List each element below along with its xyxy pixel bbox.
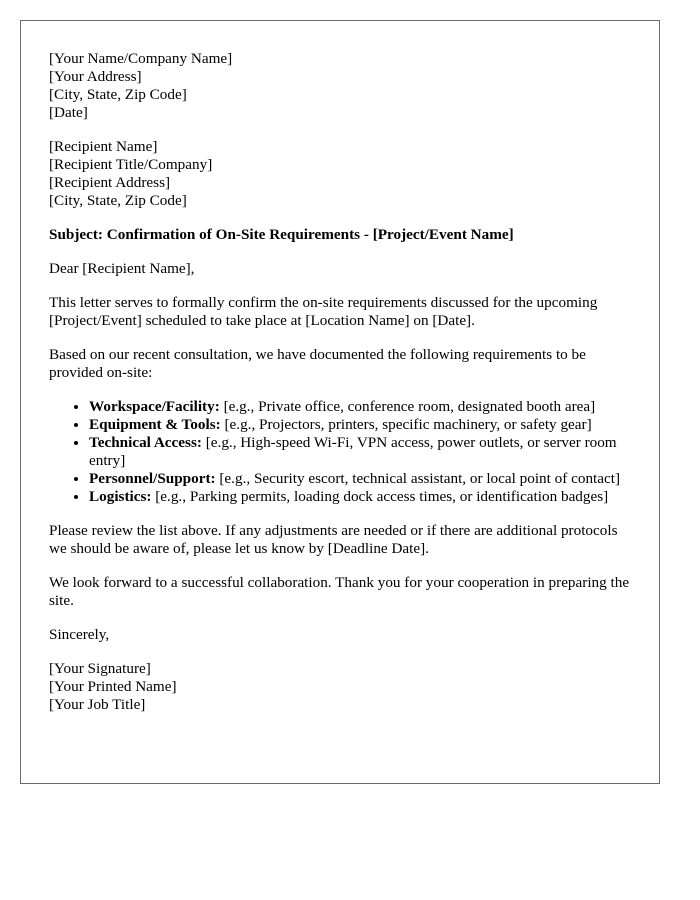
paragraph-review: Please review the list above. If any adjustments are needed or if there are additional protocols we should be aware of, please let us know by [Deadline Date]. <box>49 522 618 557</box>
salutation: Dear [Recipient Name], <box>49 260 195 277</box>
signature-block <box>49 660 631 714</box>
job-title: [Your Job Title] <box>49 696 146 713</box>
list-item <box>89 434 631 470</box>
recipient-title: [Recipient Title/Company] <box>49 156 213 173</box>
requirements-list <box>49 398 631 506</box>
sender-address: [Your Address] <box>49 68 142 85</box>
requirement-text: [e.g., Parking permits, loading dock access times, or identification badges] <box>151 488 609 505</box>
requirement-text: [e.g., High-speed Wi-Fi, VPN access, power outlets, or server room entry] <box>89 434 617 469</box>
signature-line: [Your Signature] <box>49 660 151 677</box>
list-item <box>89 398 631 416</box>
subject-line: Subject: Confirmation of On-Site Requirements - [Project/Event Name] <box>49 226 514 243</box>
printed-name: [Your Printed Name] <box>49 678 177 695</box>
requirement-label: Logistics: <box>89 488 152 505</box>
paragraph-based: Based on our recent consultation, we have documented the following requirements to be provided on-site: <box>49 346 586 381</box>
requirement-label: Personnel/Support: <box>89 470 216 487</box>
requirement-text: [e.g., Private office, conference room, designated booth area] <box>219 398 596 415</box>
list-item <box>89 470 631 488</box>
letter-document <box>20 20 660 784</box>
recipient-address: [Recipient Address] <box>49 174 171 191</box>
requirement-label: Workspace/Facility: <box>89 398 220 415</box>
requirement-label: Technical Access: <box>89 434 202 451</box>
requirement-text: [e.g., Security escort, technical assistant, or local point of contact] <box>215 470 621 487</box>
paragraph-intro: This letter serves to formally confirm the on-site requirements discussed for the upcoming [Project/Event] scheduled to take place at [Location Name] on [Date]. <box>49 294 598 329</box>
paragraph-closing: We look forward to a successful collaboration. Thank you for your cooperation in preparing the site. <box>49 574 630 609</box>
sender-block <box>49 50 631 122</box>
recipient-city: [City, State, Zip Code] <box>49 192 187 209</box>
requirement-label: Equipment & Tools: <box>89 416 221 433</box>
signoff: Sincerely, <box>49 626 110 643</box>
recipient-block <box>49 138 631 210</box>
requirement-text: [e.g., Projectors, printers, specific machinery, or safety gear] <box>220 416 592 433</box>
recipient-name: [Recipient Name] <box>49 138 158 155</box>
list-item <box>89 488 631 506</box>
sender-name: [Your Name/Company Name] <box>49 50 233 67</box>
sender-date: [Date] <box>49 104 88 121</box>
list-item <box>89 416 631 434</box>
sender-city: [City, State, Zip Code] <box>49 86 187 103</box>
